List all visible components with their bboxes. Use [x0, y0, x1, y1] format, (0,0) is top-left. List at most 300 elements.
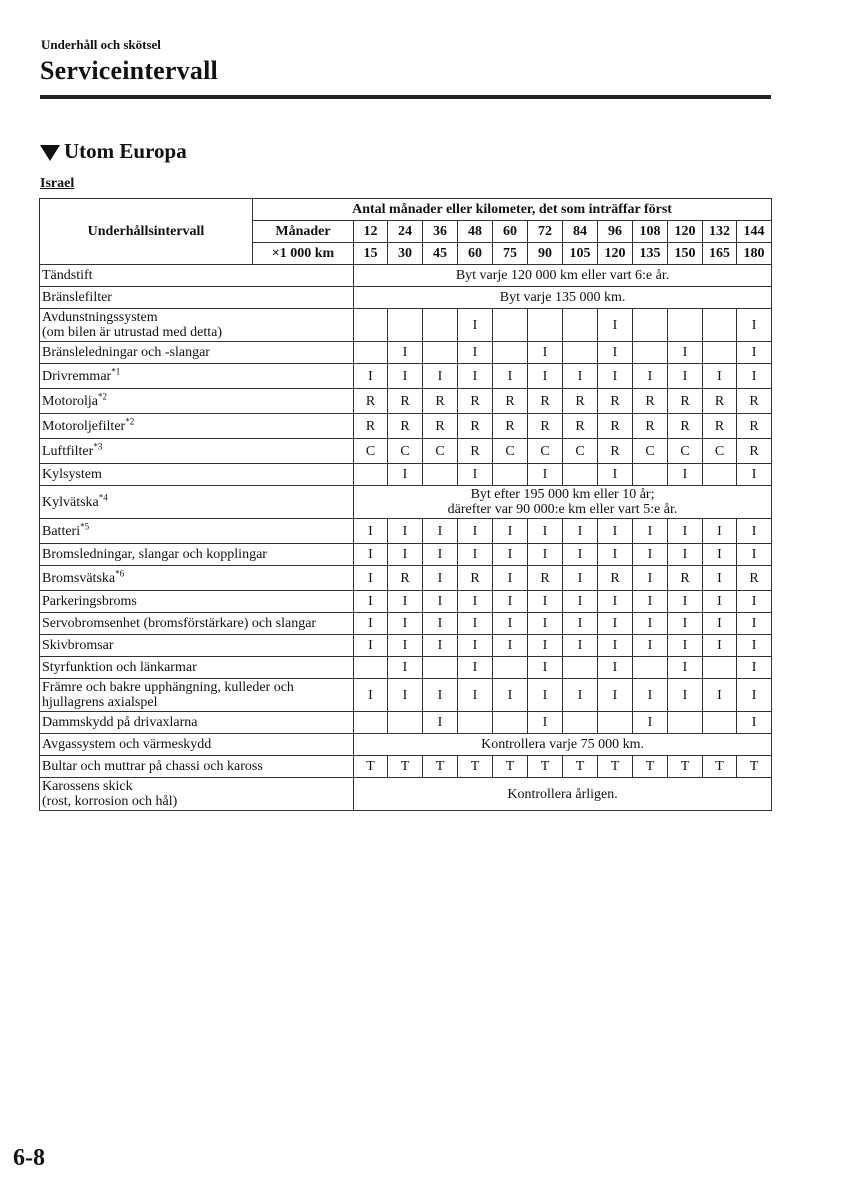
schedule-cell	[354, 657, 388, 679]
schedule-cell	[563, 464, 598, 486]
schedule-cell	[493, 712, 528, 734]
schedule-cell	[493, 464, 528, 486]
schedule-cell	[493, 309, 528, 342]
schedule-cell	[703, 464, 737, 486]
table-row	[40, 265, 772, 287]
schedule-cell: I	[388, 519, 423, 544]
schedule-cell: I	[458, 364, 493, 389]
interval-instruction	[354, 265, 772, 287]
schedule-cell: I	[388, 613, 423, 635]
schedule-cell	[563, 342, 598, 364]
schedule-cell: I	[737, 657, 772, 679]
item-name	[40, 544, 354, 566]
km-value: 165	[703, 243, 737, 265]
schedule-cell: I	[423, 591, 458, 613]
instruction-text: Byt varje 120 000 km eller vart 6:e år.	[455, 268, 670, 283]
schedule-cell: R	[423, 414, 458, 439]
schedule-cell: I	[493, 566, 528, 591]
km-value: 60	[458, 243, 493, 265]
schedule-cell: I	[354, 591, 388, 613]
schedule-cell	[563, 309, 598, 342]
schedule-cell: I	[598, 613, 633, 635]
item-label: Kylsystem	[42, 467, 102, 482]
schedule-cell: I	[493, 635, 528, 657]
km-value: 45	[423, 243, 458, 265]
schedule-cell: I	[598, 635, 633, 657]
table-row	[40, 389, 772, 414]
schedule-cell: T	[528, 756, 563, 778]
schedule-cell: I	[528, 712, 563, 734]
schedule-cell: I	[668, 635, 703, 657]
schedule-cell: T	[633, 756, 668, 778]
schedule-cell: I	[493, 679, 528, 712]
months-label: Månader	[253, 221, 354, 243]
schedule-cell: I	[458, 679, 493, 712]
item-label: Bränslefilter	[42, 290, 112, 305]
schedule-cell: I	[458, 635, 493, 657]
interval-header: Underhållsintervall	[40, 199, 253, 265]
instruction-text-line2: därefter var 90 000:e km eller vart 5:e år.	[447, 502, 678, 517]
schedule-cell: I	[737, 364, 772, 389]
schedule-cell	[668, 309, 703, 342]
schedule-cell: I	[598, 679, 633, 712]
schedule-cell: I	[633, 635, 668, 657]
schedule-cell: I	[354, 544, 388, 566]
table-row	[40, 778, 772, 811]
schedule-cell	[633, 657, 668, 679]
schedule-cell	[703, 309, 737, 342]
item-name	[40, 414, 354, 439]
months-value: 132	[703, 221, 737, 243]
instruction-text: Byt efter 195 000 km eller 10 år;	[470, 487, 655, 502]
schedule-cell: I	[493, 519, 528, 544]
schedule-cell: R	[458, 566, 493, 591]
item-name	[40, 712, 354, 734]
schedule-cell: R	[703, 389, 737, 414]
schedule-cell: C	[493, 439, 528, 464]
interval-instruction	[354, 486, 772, 519]
schedule-cell: I	[423, 635, 458, 657]
item-label-line2: (rost, korrosion och hål)	[42, 794, 178, 809]
schedule-cell: I	[703, 679, 737, 712]
item-name	[40, 309, 354, 342]
table-row	[40, 439, 772, 464]
item-name	[40, 679, 354, 712]
schedule-cell	[493, 342, 528, 364]
schedule-cell: I	[493, 613, 528, 635]
schedule-cell: I	[737, 342, 772, 364]
schedule-cell: I	[598, 309, 633, 342]
footnote-ref: *3	[93, 440, 103, 451]
schedule-cell	[354, 309, 388, 342]
schedule-cell: I	[423, 519, 458, 544]
schedule-cell: I	[354, 364, 388, 389]
schedule-cell: I	[563, 519, 598, 544]
item-name	[40, 591, 354, 613]
schedule-cell: T	[458, 756, 493, 778]
table-row	[40, 342, 772, 364]
schedule-cell: I	[423, 613, 458, 635]
section-heading	[40, 139, 187, 164]
schedule-cell: I	[458, 309, 493, 342]
schedule-cell: I	[528, 464, 563, 486]
schedule-cell: C	[563, 439, 598, 464]
km-value: 30	[388, 243, 423, 265]
schedule-cell: R	[598, 414, 633, 439]
schedule-cell: R	[737, 439, 772, 464]
km-label: ×1 000 km	[253, 243, 354, 265]
months-value: 60	[493, 221, 528, 243]
interval-instruction	[354, 287, 772, 309]
item-name	[40, 519, 354, 544]
item-label: Avgassystem och värmeskydd	[42, 737, 212, 752]
item-name	[40, 635, 354, 657]
table-row	[40, 679, 772, 712]
item-name	[40, 756, 354, 778]
schedule-cell: I	[633, 544, 668, 566]
schedule-cell: I	[458, 591, 493, 613]
schedule-cell	[703, 712, 737, 734]
schedule-cell	[354, 712, 388, 734]
schedule-cell	[388, 309, 423, 342]
schedule-cell: I	[528, 613, 563, 635]
schedule-cell: C	[703, 439, 737, 464]
schedule-cell: R	[354, 414, 388, 439]
schedule-cell: I	[737, 591, 772, 613]
schedule-cell: I	[703, 635, 737, 657]
schedule-cell	[668, 712, 703, 734]
item-name	[40, 342, 354, 364]
schedule-cell	[423, 464, 458, 486]
triangle-down-icon	[40, 145, 60, 161]
schedule-body	[40, 265, 772, 811]
schedule-cell: I	[493, 544, 528, 566]
schedule-cell: I	[598, 464, 633, 486]
schedule-cell: I	[633, 679, 668, 712]
schedule-cell: R	[528, 389, 563, 414]
km-value: 90	[528, 243, 563, 265]
schedule-cell	[528, 309, 563, 342]
schedule-cell: I	[528, 544, 563, 566]
schedule-cell: R	[668, 566, 703, 591]
schedule-cell: I	[528, 657, 563, 679]
schedule-cell: C	[388, 439, 423, 464]
item-label: Styrfunktion och länkarmar	[42, 660, 197, 675]
schedule-cell: R	[528, 566, 563, 591]
schedule-cell	[423, 657, 458, 679]
schedule-cell: R	[633, 414, 668, 439]
schedule-cell: R	[737, 414, 772, 439]
schedule-cell: I	[633, 712, 668, 734]
schedule-cell: I	[703, 591, 737, 613]
item-name	[40, 464, 354, 486]
table-row	[40, 566, 772, 591]
schedule-cell	[354, 464, 388, 486]
schedule-cell: I	[528, 342, 563, 364]
item-name	[40, 265, 354, 287]
schedule-cell: T	[703, 756, 737, 778]
table-row	[40, 544, 772, 566]
item-name	[40, 287, 354, 309]
schedule-cell: I	[354, 635, 388, 657]
item-label-line2: hjullagrens axialspel	[42, 695, 158, 710]
schedule-cell: I	[703, 613, 737, 635]
interval-instruction	[354, 734, 772, 756]
km-value: 135	[633, 243, 668, 265]
months-value: 12	[354, 221, 388, 243]
months-value: 120	[668, 221, 703, 243]
schedule-cell: I	[668, 679, 703, 712]
schedule-cell: I	[737, 544, 772, 566]
maintenance-schedule-table	[39, 198, 772, 811]
schedule-cell: I	[563, 566, 598, 591]
schedule-cell	[563, 712, 598, 734]
schedule-cell: I	[703, 544, 737, 566]
table-row	[40, 734, 772, 756]
item-name	[40, 389, 354, 414]
item-label: Dammskydd på drivaxlarna	[42, 715, 198, 730]
schedule-cell: I	[354, 679, 388, 712]
schedule-cell: I	[737, 679, 772, 712]
table-row	[40, 657, 772, 679]
table-row	[40, 364, 772, 389]
schedule-cell: I	[668, 342, 703, 364]
schedule-cell: I	[528, 679, 563, 712]
schedule-cell: I	[598, 544, 633, 566]
schedule-cell: R	[423, 389, 458, 414]
schedule-cell: I	[354, 519, 388, 544]
schedule-cell: I	[563, 591, 598, 613]
schedule-cell: I	[633, 566, 668, 591]
item-name	[40, 613, 354, 635]
schedule-cell: T	[423, 756, 458, 778]
schedule-cell: R	[354, 389, 388, 414]
schedule-cell	[458, 712, 493, 734]
table-row	[40, 309, 772, 342]
months-value: 72	[528, 221, 563, 243]
item-label: Främre och bakre upphängning, kulleder och	[42, 680, 294, 695]
section-title: Utom Europa	[64, 139, 187, 163]
schedule-cell: R	[598, 439, 633, 464]
schedule-cell: I	[668, 364, 703, 389]
schedule-cell: I	[563, 364, 598, 389]
schedule-cell: I	[737, 464, 772, 486]
months-value: 48	[458, 221, 493, 243]
table-row	[40, 756, 772, 778]
instruction-text: Kontrollera årligen.	[507, 786, 618, 802]
schedule-cell: R	[737, 389, 772, 414]
schedule-cell: I	[668, 464, 703, 486]
schedule-cell	[633, 309, 668, 342]
schedule-cell: I	[703, 364, 737, 389]
schedule-cell: T	[598, 756, 633, 778]
page-number: 6-8	[13, 1145, 45, 1171]
item-label: Servobromsenhet (bromsförstärkare) och slangar	[42, 616, 317, 631]
schedule-cell	[633, 464, 668, 486]
schedule-cell: I	[423, 566, 458, 591]
schedule-cell: I	[703, 566, 737, 591]
km-value: 15	[354, 243, 388, 265]
km-value: 105	[563, 243, 598, 265]
schedule-cell	[563, 657, 598, 679]
item-label: Motorolja	[42, 393, 98, 409]
schedule-cell: I	[458, 544, 493, 566]
schedule-cell: I	[668, 519, 703, 544]
schedule-cell	[354, 342, 388, 364]
schedule-cell: I	[528, 591, 563, 613]
schedule-cell	[703, 342, 737, 364]
table-row	[40, 414, 772, 439]
months-value: 24	[388, 221, 423, 243]
schedule-cell: I	[493, 364, 528, 389]
title-rule	[40, 95, 771, 99]
km-value: 75	[493, 243, 528, 265]
schedule-cell	[423, 342, 458, 364]
schedule-cell: T	[388, 756, 423, 778]
item-label-line2: (om bilen är utrustad med detta)	[42, 325, 222, 340]
schedule-cell	[493, 657, 528, 679]
schedule-cell: C	[528, 439, 563, 464]
schedule-cell: I	[633, 613, 668, 635]
item-label: Bromsledningar, slangar och kopplingar	[42, 547, 267, 562]
schedule-cell: C	[354, 439, 388, 464]
months-value: 108	[633, 221, 668, 243]
schedule-cell: C	[633, 439, 668, 464]
schedule-cell: I	[737, 309, 772, 342]
item-name	[40, 566, 354, 591]
schedule-cell: I	[668, 544, 703, 566]
schedule-cell: I	[388, 464, 423, 486]
table-row	[40, 287, 772, 309]
schedule-cell: I	[737, 712, 772, 734]
schedule-cell: T	[668, 756, 703, 778]
schedule-cell: I	[388, 544, 423, 566]
chapter-heading: Underhåll och skötsel	[41, 37, 161, 52]
schedule-cell: I	[423, 712, 458, 734]
schedule-cell: I	[737, 613, 772, 635]
schedule-cell: I	[528, 635, 563, 657]
item-name	[40, 439, 354, 464]
km-value: 150	[668, 243, 703, 265]
table-row	[40, 712, 772, 734]
item-label: Bränsleledningar och -slangar	[42, 345, 210, 360]
schedule-cell: R	[737, 566, 772, 591]
schedule-cell: R	[563, 389, 598, 414]
schedule-cell: I	[458, 657, 493, 679]
schedule-cell: T	[493, 756, 528, 778]
footnote-ref: *6	[115, 567, 125, 578]
instruction-text: Byt varje 135 000 km.	[499, 290, 626, 305]
schedule-cell: I	[423, 679, 458, 712]
schedule-cell: I	[633, 591, 668, 613]
schedule-cell: I	[598, 519, 633, 544]
schedule-cell: I	[528, 519, 563, 544]
schedule-cell: T	[563, 756, 598, 778]
schedule-cell: R	[598, 389, 633, 414]
km-value: 180	[737, 243, 772, 265]
schedule-cell: I	[354, 613, 388, 635]
km-value: 120	[598, 243, 633, 265]
item-label: Drivremmar	[42, 368, 112, 384]
item-name	[40, 364, 354, 389]
schedule-cell: R	[703, 414, 737, 439]
table-row	[40, 464, 772, 486]
schedule-cell: I	[668, 657, 703, 679]
schedule-cell: I	[633, 364, 668, 389]
months-value: 36	[423, 221, 458, 243]
schedule-cell: R	[668, 389, 703, 414]
footnote-ref: *1	[111, 365, 121, 376]
schedule-cell: I	[388, 635, 423, 657]
schedule-cell: R	[388, 389, 423, 414]
schedule-cell: R	[528, 414, 563, 439]
table-row	[40, 486, 772, 519]
schedule-cell: I	[563, 635, 598, 657]
months-value: 84	[563, 221, 598, 243]
interval-instruction	[354, 778, 772, 811]
schedule-cell: I	[493, 591, 528, 613]
schedule-cell: T	[354, 756, 388, 778]
item-label: Parkeringsbroms	[42, 594, 137, 609]
item-label: Tändstift	[42, 268, 93, 283]
item-label: Skivbromsar	[42, 638, 114, 653]
table-row	[40, 613, 772, 635]
schedule-cell: T	[737, 756, 772, 778]
schedule-cell: I	[354, 566, 388, 591]
table-row	[40, 635, 772, 657]
schedule-cell: I	[598, 591, 633, 613]
schedule-cell: I	[458, 342, 493, 364]
schedule-cell: I	[737, 519, 772, 544]
schedule-cell: I	[458, 613, 493, 635]
schedule-cell: R	[388, 414, 423, 439]
schedule-cell: I	[563, 544, 598, 566]
item-label: Motoroljefilter	[42, 418, 126, 434]
schedule-cell	[633, 342, 668, 364]
schedule-cell: I	[458, 519, 493, 544]
schedule-cell: R	[563, 414, 598, 439]
table-row	[40, 591, 772, 613]
schedule-cell: R	[493, 414, 528, 439]
schedule-cell: I	[388, 657, 423, 679]
footnote-ref: *4	[98, 491, 108, 502]
schedule-cell	[703, 657, 737, 679]
schedule-cell: R	[633, 389, 668, 414]
schedule-cell: I	[598, 342, 633, 364]
schedule-cell: I	[388, 591, 423, 613]
schedule-cell: I	[598, 364, 633, 389]
months-value: 144	[737, 221, 772, 243]
schedule-cell: R	[458, 389, 493, 414]
schedule-cell: R	[388, 566, 423, 591]
schedule-cell: R	[598, 566, 633, 591]
page-title: Serviceintervall	[40, 56, 218, 85]
footnote-ref: *5	[80, 520, 90, 531]
schedule-cell: R	[493, 389, 528, 414]
schedule-cell: I	[563, 679, 598, 712]
item-name	[40, 486, 354, 519]
schedule-cell: I	[388, 364, 423, 389]
schedule-cell: R	[458, 414, 493, 439]
footnote-ref: *2	[125, 415, 135, 426]
region-label: Israel	[40, 176, 75, 191]
item-label: Batteri	[42, 523, 81, 539]
item-label: Bultar och muttrar på chassi och kaross	[42, 759, 263, 774]
schedule-cell: C	[423, 439, 458, 464]
schedule-cell: C	[668, 439, 703, 464]
schedule-cell	[598, 712, 633, 734]
item-label: Avdunstningssystem	[42, 310, 158, 325]
